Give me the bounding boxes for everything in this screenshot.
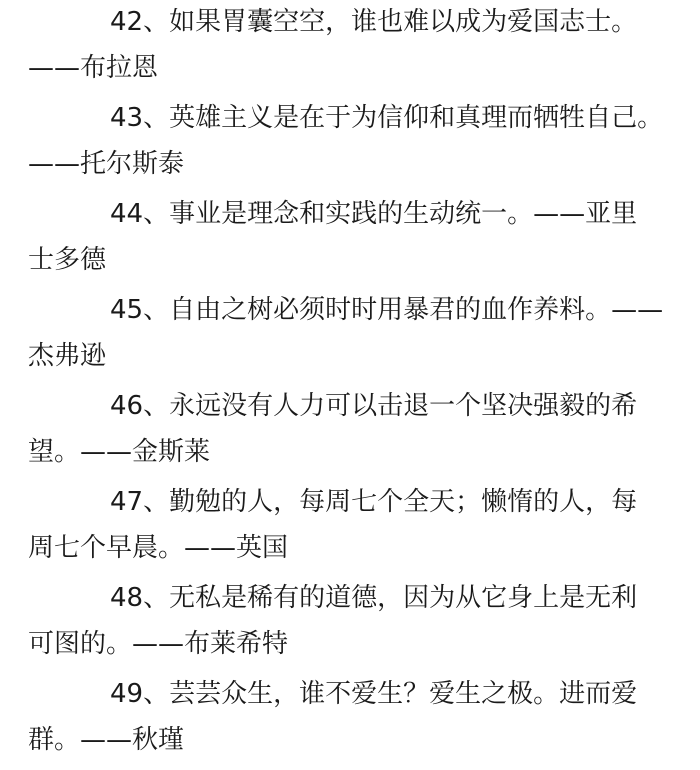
- quote-46-line-1: 46、永远没有人力可以击退一个坚决强毅的希: [110, 391, 638, 421]
- quote-49-line-2: 群。——秋瑾: [28, 725, 185, 755]
- quote-47-line-1: 47、勤勉的人，每周七个全天；懒惰的人，每: [110, 487, 638, 517]
- quote-43-line-1: 43、英雄主义是在于为信仰和真理而牺牲自己。: [110, 103, 664, 133]
- quote-43-line-2: ——托尔斯泰: [28, 149, 185, 179]
- quote-45-line-2: 杰弗逊: [28, 341, 107, 371]
- quote-46-line-2: 望。——金斯莱: [28, 437, 211, 467]
- quote-45-line-1: 45、自由之树必须时时用暴君的血作养料。——: [110, 295, 664, 325]
- quote-44-line-1: 44、事业是理念和实践的生动统一。——亚里: [110, 199, 638, 229]
- quote-49-line-1: 49、芸芸众生，谁不爱生？爱生之极。进而爱: [110, 679, 638, 709]
- quote-48-line-1: 48、无私是稀有的道德，因为从它身上是无利: [110, 583, 638, 613]
- quote-48-line-2: 可图的。——布莱希特: [28, 629, 289, 659]
- quote-42-line-1: 42、如果胃囊空空，谁也难以成为爱国志士。: [110, 7, 638, 37]
- quote-42-line-2: ——布拉恩: [28, 53, 159, 83]
- quote-44-line-2: 士多德: [28, 245, 107, 275]
- quote-47-line-2: 周七个早晨。——英国: [28, 533, 289, 563]
